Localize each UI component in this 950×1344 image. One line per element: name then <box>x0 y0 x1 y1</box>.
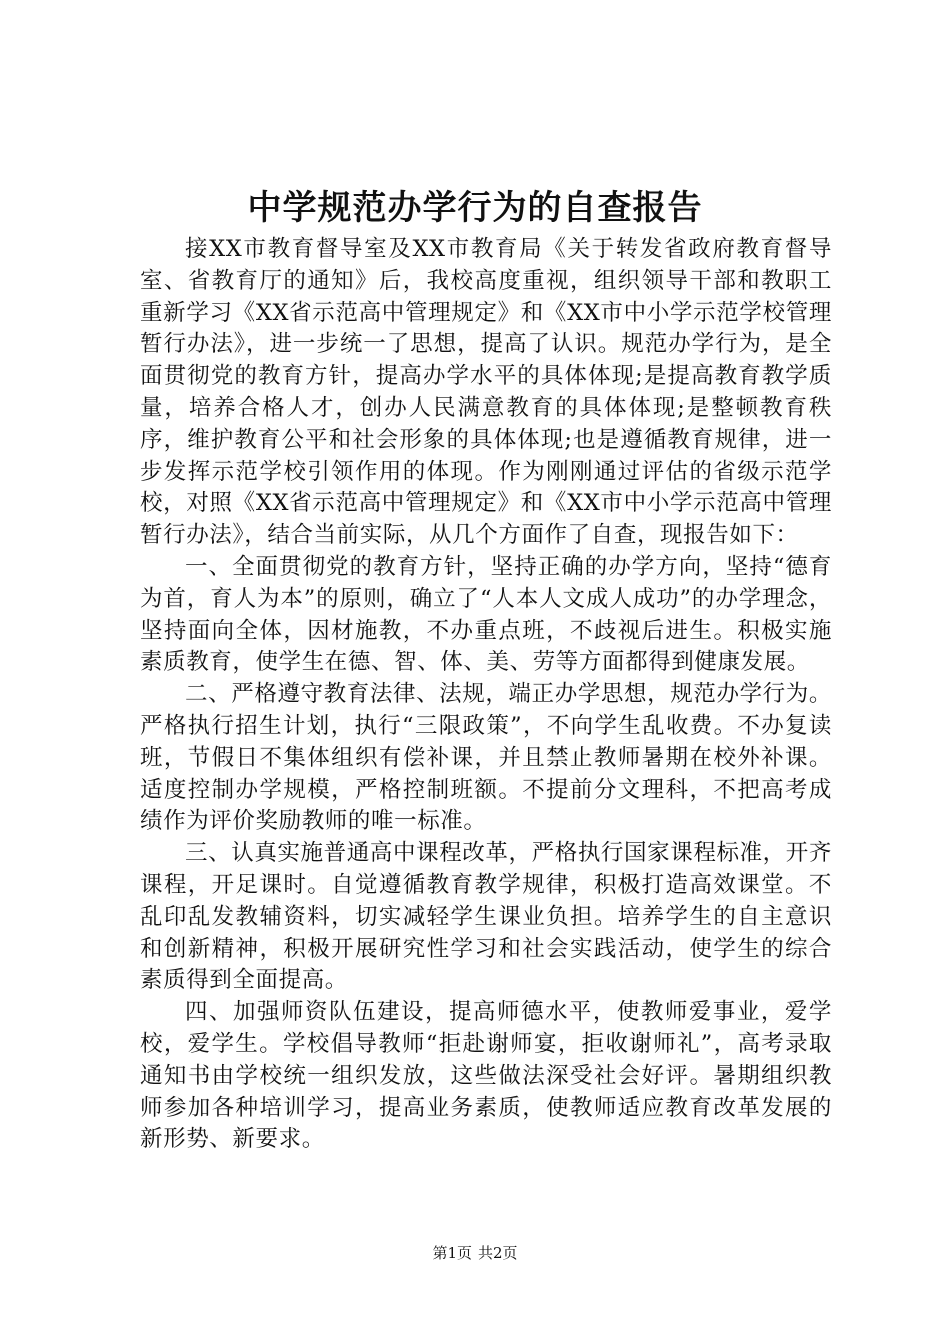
page-number-current: 第1页 <box>432 1244 472 1262</box>
paragraph-section-1: 一、全面贯彻党的教育方针，坚持正确的办学方向，坚持“德育为首，育人为本”的原则，确立了“人本人文成人成功”的办学理念，坚持面向全体，因材施教，不办重点班，不歧视后进生。积极实施素质教育，使学生在德、智、体、美、劳等方面都得到健康发展。 <box>140 553 832 676</box>
page-number-total: 共2页 <box>478 1244 518 1262</box>
document-body <box>140 234 832 1156</box>
paragraph-section-4: 四、加强师资队伍建设，提高师德水平，使教师爱事业，爱学校，爱学生。学校倡导教师“拒赴谢师宴，拒收谢师礼”，高考录取通知书由学校统一组织发放，这些做法深受社会好评。暑期组织教师参加各种培训学习，提高业务素质，使教师适应教育改革发展的新形势、新要求。 <box>140 999 832 1153</box>
paragraph-section-2: 二、严格遵守教育法律、法规，端正办学思想，规范办学行为。严格执行招生计划，执行“三限政策”，不向学生乱收费。不办复读班，节假日不集体组织有偿补课，并且禁止教师暑期在校外补课。适度控制办学规模，严格控制班额。不提前分文理科，不把高考成绩作为评价奖励教师的唯一标准。 <box>140 681 832 835</box>
page-footer <box>0 1242 950 1264</box>
paragraph-section-3: 三、认真实施普通高中课程改革，严格执行国家课程标准，开齐课程，开足课时。自觉遵循教育教学规律，积极打造高效课堂。不乱印乱发教辅资料，切实减轻学生课业负担。培养学生的自主意识和创新精神，积极开展研究性学习和社会实践活动，使学生的综合素质得到全面提高。 <box>140 840 832 994</box>
paragraph-intro: 接XX市教育督导室及XX市教育局《关于转发省政府教育督导室、省教育厅的通知》后，我校高度重视，组织领导干部和教职工重新学习《XX省示范高中管理规定》和《XX市中小学示范学校管理暂行办法》，进一步统一了思想，提高了认识。规范办学行为，是全面贯彻党的教育方针，提高办学水平的具体体现;是提高教育教学质量，培养合格人才，创办人民满意教育的具体体现;是整顿教育秩序，维护教育公平和社会形象的具体体现;也是遵循教育规律，进一步发挥示范学校引领作用的体现。作为刚刚通过评估的省级示范学校，对照《XX省示范高中管理规定》和《XX市中小学示范高中管理暂行办法》，结合当前实际，从几个方面作了自查，现报告如下： <box>140 236 832 549</box>
document-title: 中学规范办学行为的自查报告 <box>247 188 703 228</box>
